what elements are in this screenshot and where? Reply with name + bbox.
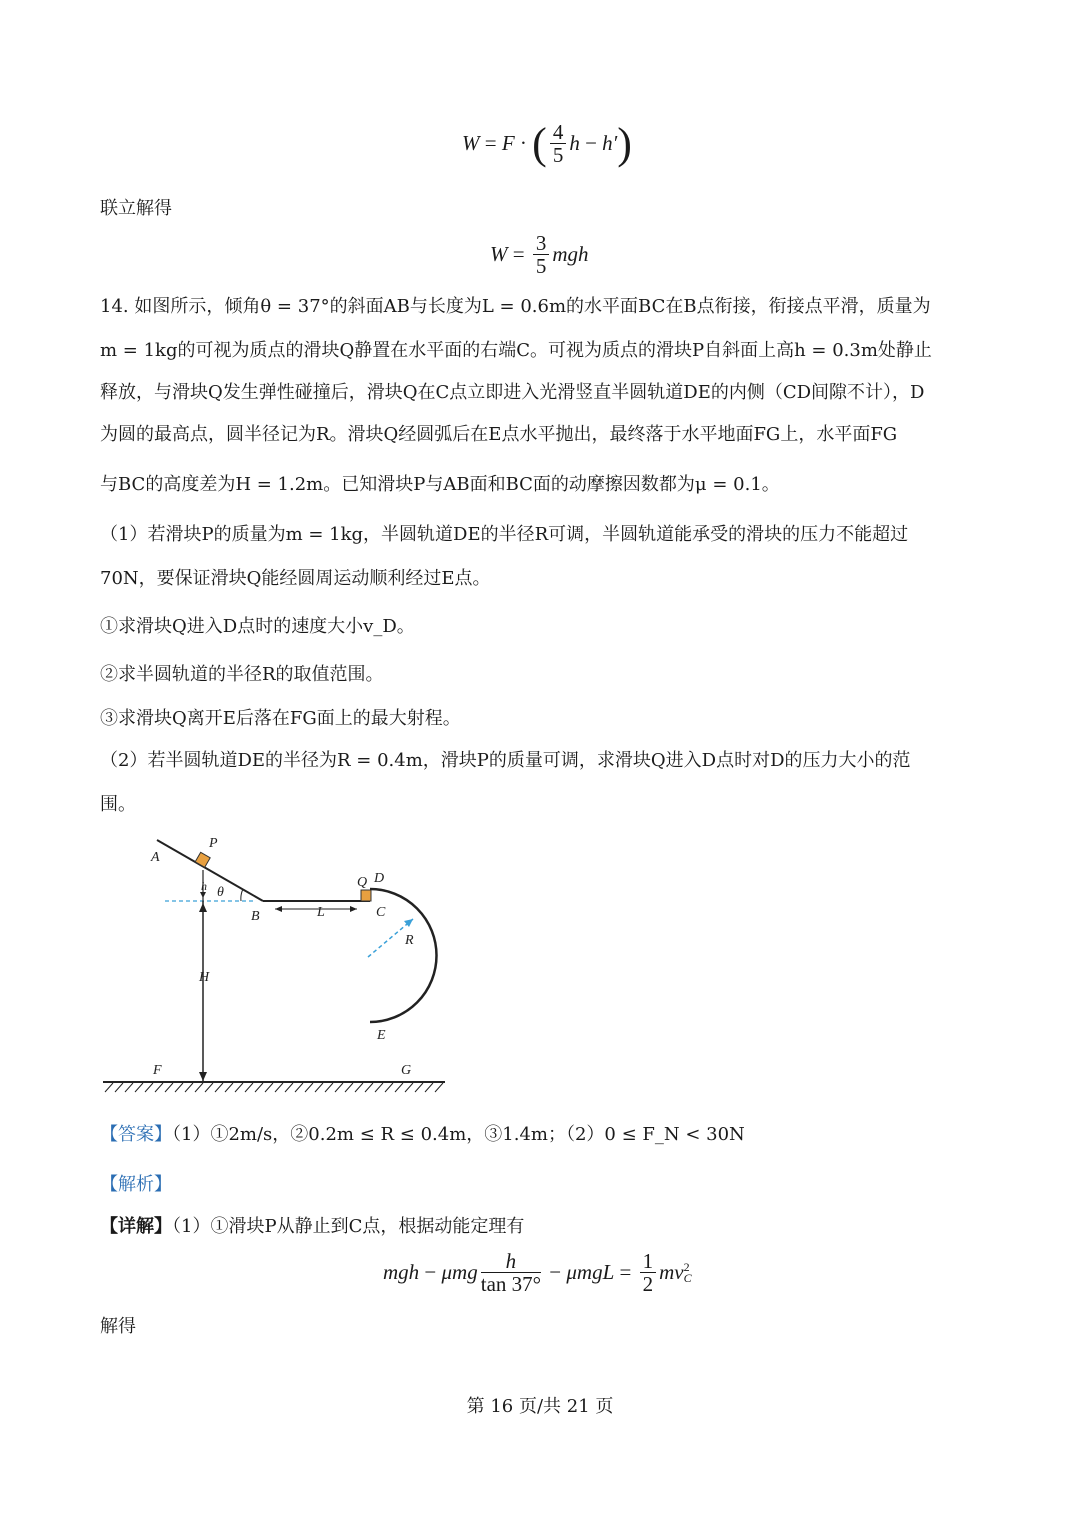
block-q bbox=[361, 890, 371, 901]
label-G: G bbox=[401, 1063, 412, 1078]
detail-line bbox=[100, 1214, 524, 1240]
ground-hatch bbox=[105, 1083, 443, 1092]
label-F: F bbox=[153, 1063, 162, 1078]
problem-line-5: 与BC的高度差为H = 1.2m。已知滑块P与AB面和BC面的动摩擦因数都为μ = 0.1。 bbox=[100, 474, 780, 495]
block-p bbox=[195, 852, 210, 867]
radius-arrowhead bbox=[404, 919, 413, 927]
answer-line bbox=[100, 1122, 745, 1148]
part2-line-b: 围。 bbox=[100, 794, 136, 815]
problem-line-3: 释放，与滑块Q发生弹性碰撞后，滑块Q在C点立即进入光滑竖直半圆轨道DE的内侧（CD间隙不计），D bbox=[100, 382, 925, 403]
physics-diagram bbox=[95, 830, 455, 1095]
joint-solve-text: 联立解得 bbox=[100, 198, 172, 219]
page-footer: 第 16 页/共 21 页 bbox=[466, 1396, 614, 1417]
label-B: B bbox=[251, 909, 260, 924]
label-H: H bbox=[199, 970, 210, 985]
answer-text: （1）①2m/s，②0.2m ≤ R ≤ 0.4m，③1.4m；（2）0 ≤ F_N < 30N bbox=[172, 1124, 745, 1145]
part1-line-b: 70N，要保证滑块Q能经圆周运动顺利经过E点。 bbox=[100, 568, 491, 589]
detail-tag: 【详解】 bbox=[100, 1216, 172, 1237]
question-1: ①求滑块Q进入D点时的速度大小v_D。 bbox=[100, 616, 415, 637]
solve-text: 解得 bbox=[100, 1316, 136, 1337]
problem-line-1: 14. 如图所示，倾角θ = 37°的斜面AB与长度为L = 0.6m的水平面BC在B点衔接，衔接点平滑，质量为 bbox=[100, 296, 931, 317]
problem-line-2: m = 1kg的可视为质点的滑块Q静置在水平面的右端C。可视为质点的滑块P自斜面上高h = 0.3m处静止 bbox=[100, 340, 932, 361]
question-2: ②求半圆轨道的半径R的取值范围。 bbox=[100, 664, 384, 685]
formula-w-result: W = $\frac{3}{5}$ mgh bbox=[490, 231, 589, 278]
label-D: D bbox=[374, 871, 385, 886]
label-L: L bbox=[317, 905, 325, 920]
answer-tag: 【答案】 bbox=[100, 1124, 172, 1145]
label-R: R bbox=[405, 933, 414, 948]
formula-energy: mgh − μmg $\frac{h}{\tan 37^\circ}$ − μmgL = $\frac{1}{2}$ mv 2 C bbox=[383, 1249, 692, 1296]
label-A: A bbox=[151, 850, 160, 865]
detail-text: （1）①滑块P从静止到C点，根据动能定理有 bbox=[172, 1216, 525, 1237]
problem-line-4: 为圆的最高点，圆半径记为R。滑块Q经圆弧后在E点水平抛出，最终落于水平地面FG上，水平面FG bbox=[100, 424, 898, 445]
label-C: C bbox=[376, 905, 386, 920]
label-theta: θ bbox=[217, 885, 224, 900]
label-P: P bbox=[209, 836, 218, 851]
theta-arc bbox=[241, 889, 243, 901]
label-Q: Q bbox=[357, 875, 368, 890]
part1-line-a: （1）若滑块P的质量为m = 1kg，半圆轨道DE的半径R可调，半圆轨道能承受的滑块的压力不能超过 bbox=[100, 524, 909, 545]
analysis-tag: 【解析】 bbox=[100, 1174, 172, 1195]
question-3: ③求滑块Q离开E后落在FG面上的最大射程。 bbox=[100, 708, 461, 729]
label-E: E bbox=[377, 1028, 386, 1043]
label-h: h bbox=[201, 879, 207, 893]
formula-work: W = F · ( $\frac{4}{5}$ h − h′ ) bbox=[462, 119, 632, 168]
part2-line-a: （2）若半圆轨道DE的半径为R = 0.4m，滑块P的质量可调，求滑块Q进入D点时对D的压力大小的范 bbox=[100, 750, 911, 771]
